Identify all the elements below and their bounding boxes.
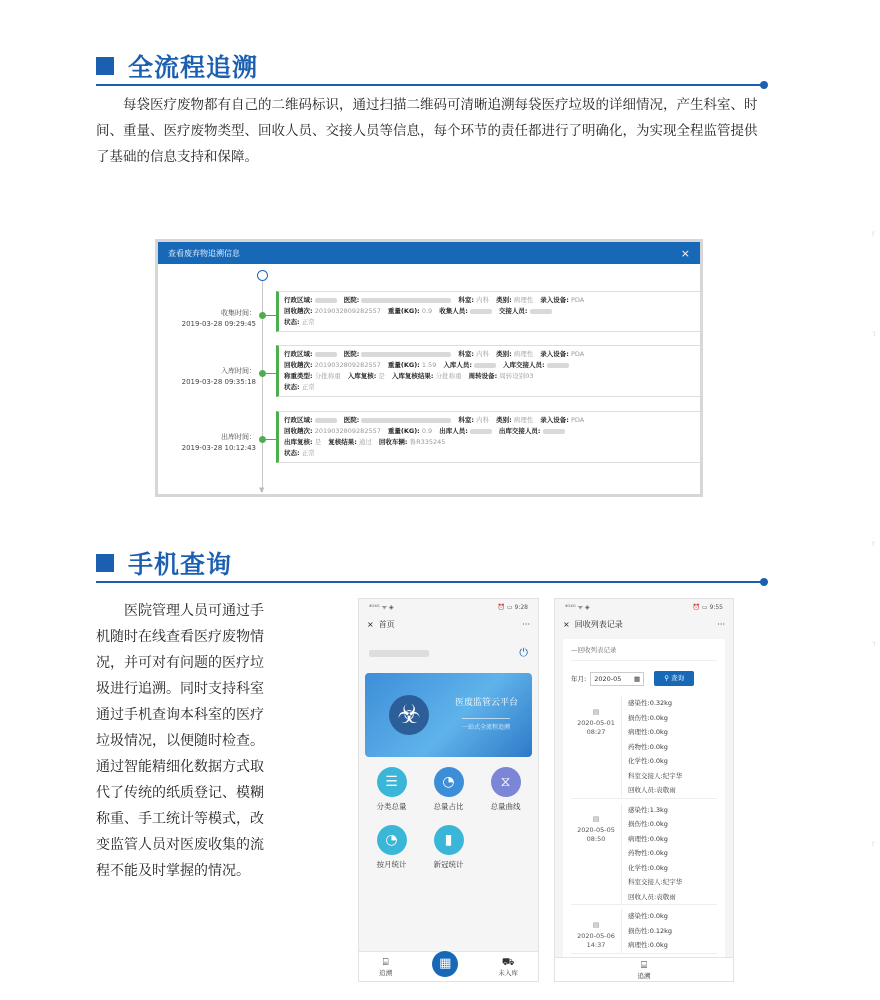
- search-button[interactable]: ⚲ 查询: [654, 671, 694, 686]
- timeline-start-icon: [257, 270, 268, 281]
- status-bar: ⁴ᴳ⁴ᴳ ᯤ ◈ ⏰ ▭ 9:55: [565, 603, 723, 611]
- grid-item-category-total[interactable]: ☰ 分类总量: [363, 765, 420, 823]
- battery-icon: ⏰ ▭: [497, 603, 513, 611]
- file-icon: ▤: [592, 708, 600, 716]
- bar-chart-icon: ▮: [434, 825, 464, 855]
- tab-trace[interactable]: ⌸ 追溯: [379, 956, 393, 977]
- entry-card: 行政区域: 医院: 科室: 内科 类别: 病理性 录入设备: PDA 回收趟次: 2019032809282557 重量(KG): 0.9 出库人员: 出库交接人员: 出库复核: 是 复核结果: 通过 回收车辆: 鲁R335245 状态: 正常: [276, 411, 702, 463]
- tab-bar: [359, 951, 538, 981]
- user-row: [359, 641, 538, 665]
- section-title-text: 全流程追溯: [128, 53, 259, 82]
- section2-paragraph: 医院管理人员可通过手机随时在线查看医疗废物情况，并可对有问题的医疗垃圾进行追溯。同时支持科室通过手机查询本科室的医疗垃圾情况，以便随时检查。通过智能精细化数据方式取代了传统的纸质登记、模糊称重、手工统计等模式，改变监管人员对医废收集的流程不能及时掌握的情况。: [96, 603, 264, 879]
- grid-item-total-ratio[interactable]: ◔ 总量占比: [420, 765, 477, 823]
- timeline-line: [262, 276, 263, 492]
- calendar-icon: ▦: [634, 674, 641, 683]
- banner-subtitle: 一站式全流程追溯: [462, 718, 510, 731]
- entry-time: 出库时间： 2019-03-28 10:12:43: [181, 433, 256, 452]
- phone-screen-home: [358, 598, 539, 982]
- pie-chart-icon: ◔: [434, 767, 464, 797]
- title-square-marker: [96, 554, 114, 572]
- close-icon[interactable]: ×: [680, 246, 690, 260]
- timeline-node-icon: [259, 370, 266, 377]
- entry-time: 入库时间： 2019-03-28 09:35:18: [181, 367, 256, 386]
- tab-trace[interactable]: ⌸ 追溯: [555, 960, 733, 980]
- search-icon: ⚲: [664, 674, 670, 682]
- title-square-marker: [96, 57, 114, 75]
- section-divider: [96, 581, 764, 583]
- more-icon[interactable]: ···: [522, 619, 530, 629]
- section-title-traceability: [96, 48, 258, 84]
- file-icon: ▤: [592, 921, 600, 929]
- file-icon: ▤: [592, 814, 600, 823]
- month-input[interactable]: 2020-05 ▦: [590, 672, 644, 686]
- search-row: 年月: 2020-05 ▦ ⚲ 查询: [571, 671, 717, 686]
- record-item[interactable]: ▤ 2020-05-01 08:27 感染性:0.32kg 损伤性:0.0kg 病理性:0.0kg 药物性:0.0kg 化学性:0.0kg 科室交接人:纪宇华 回收人员:袁敬雨: [571, 696, 717, 799]
- line-chart-icon: ⧖: [491, 767, 521, 797]
- entry-time: 收集时间： 2019-03-28 09:29:45: [181, 309, 256, 328]
- nav-bar: [359, 615, 538, 633]
- status-bar: ⁴ᴳ⁴ᴳ ᯤ ◈ ⏰ ▭ 9:28: [369, 603, 528, 611]
- section-divider: [96, 84, 764, 86]
- decorative-border: ⸢ ⸣ ⸢ ⸣ ⸢: [871, 230, 876, 854]
- section1-paragraph: 每袋医疗废物都有自己的二维码标识，通过扫描二维码可清晰追溯每袋医疗垃圾的详细情况，产生科室、时间、重量、医疗废物类型、回收人员、交接人员等信息，每个环节的责任都进行了明确化，为实现全程监管提供了基础的信息支持和保障。: [96, 97, 758, 165]
- timeline-end-arrow-icon: ▼: [259, 486, 265, 494]
- list-icon: ☰: [377, 767, 407, 797]
- power-icon[interactable]: ⏻: [519, 646, 528, 659]
- close-icon[interactable]: ×: [367, 619, 374, 629]
- close-icon[interactable]: ×: [563, 619, 570, 629]
- cart-icon: ⛟: [501, 956, 515, 968]
- tab-bar: [555, 957, 733, 981]
- record-item[interactable]: ▤ 2020-05-06 14:37 感染性:0.0kg 损伤性:0.12kg 病理性:0.0kg: [571, 909, 717, 954]
- record-item[interactable]: ▤ 2020-05-05 08:50 感染性:1.3kg 损伤性:0.0kg 病理性:0.0kg 药物性:0.0kg 化学性:0.0kg 科室交接人:纪宇华 回收人员:袁敬雨: [571, 803, 717, 906]
- nav-title: 回收列表记录: [574, 619, 623, 629]
- hospital-name-redacted: [369, 650, 429, 657]
- grid-item-covid-stats[interactable]: ▮ 新冠统计: [420, 823, 477, 881]
- nav-title: 首页: [378, 619, 395, 629]
- battery-icon: ⏰ ▭: [692, 603, 708, 611]
- banner-title: 医废监管云平台: [454, 698, 518, 708]
- timeline-node-icon: [259, 436, 266, 443]
- scan-icon: ⌸: [382, 956, 389, 968]
- records-panel: [563, 639, 725, 959]
- entry-card: 行政区域: 医院: 科室: 内科 类别: 病理性 录入设备: PDA 回收趟次: 2019032809282557 重量(KG): 1.59 入库人员: 入库交接人员: 称重类型: 分批称重 入库复核: 是 入库复核结果: 分批称重 周转设备: 周转设别03 状态: 正常: [276, 345, 702, 397]
- signal-icon: ⁴ᴳ⁴ᴳ ᯤ ◈: [369, 604, 394, 611]
- section-title-text: 手机查询: [128, 550, 233, 579]
- timeline-node-icon: [259, 312, 266, 319]
- grid-item-total-curve[interactable]: ⧖ 总量曲线: [477, 765, 534, 823]
- phone-screen-records: [554, 598, 734, 982]
- trace-info-dialog: [155, 239, 703, 497]
- more-icon[interactable]: ···: [717, 619, 725, 629]
- banner: [365, 673, 532, 757]
- home-grid-icon[interactable]: ▦: [432, 951, 458, 977]
- tab-not-stored[interactable]: ⛟ 未入库: [498, 956, 518, 977]
- dialog-title: 查看废弃物追溯信息: [168, 248, 240, 258]
- biohazard-icon: ☣: [389, 695, 429, 735]
- section-title-mobile-query: [96, 545, 232, 581]
- dialog-header: [158, 242, 700, 264]
- nav-bar: [555, 615, 733, 633]
- grid-item-monthly-stats[interactable]: ◔ 按月统计: [363, 823, 420, 881]
- entry-card: 行政区域: 医院: 科室: 内科 类别: 病理性 录入设备: PDA 回收趟次: 2019032809282557 重量(KG): 0.9 收集人员: 交接人员: 状态: 正常: [276, 291, 702, 332]
- signal-icon: ⁴ᴳ⁴ᴳ ᯤ ◈: [565, 604, 590, 611]
- pie-chart-icon: ◔: [377, 825, 407, 855]
- panel-subtitle: —回收列表记录: [571, 645, 717, 661]
- function-grid: [359, 757, 538, 881]
- scan-icon: ⌸: [641, 960, 647, 971]
